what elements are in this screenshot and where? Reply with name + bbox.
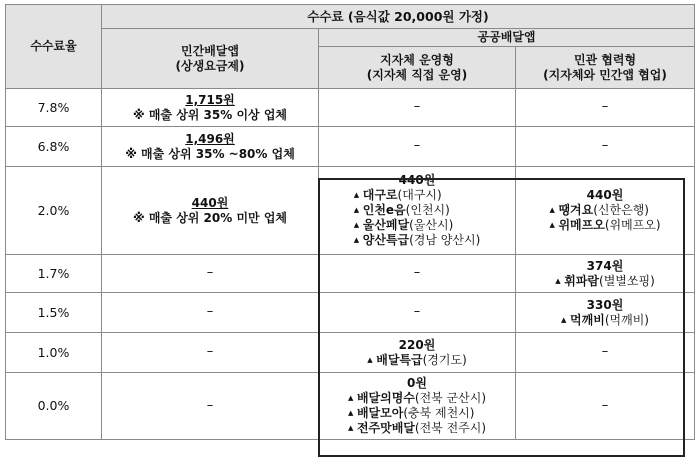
rate-cell: 0.0% xyxy=(6,373,102,440)
rate-cell: 1.5% xyxy=(6,293,102,333)
table-row xyxy=(6,255,695,293)
rate-cell: 7.8% xyxy=(6,89,102,127)
list-item xyxy=(354,233,481,248)
list-item xyxy=(348,391,486,406)
public-private-fee-cell xyxy=(516,255,695,293)
fee-note: ※ 매출 상위 20% 미만 업체 xyxy=(132,210,287,225)
table-row xyxy=(6,167,695,255)
public-private-header xyxy=(516,47,695,89)
list-item xyxy=(348,406,486,421)
triangle-bullet-icon: ▲ xyxy=(353,191,360,199)
fee-amount: 330원 xyxy=(586,297,624,312)
fee-amount: 440원 xyxy=(191,195,229,210)
public-private-fee-cell: – xyxy=(516,373,695,440)
app-name: 배달의명수 xyxy=(356,391,415,405)
public-private-fee-cell: – xyxy=(516,127,695,167)
private-fee-cell xyxy=(102,167,319,255)
private-app-title: 민간배달앱 xyxy=(181,43,239,58)
local-gov-header xyxy=(319,47,516,89)
list-item xyxy=(367,353,467,368)
fee-amount: 440원 xyxy=(398,173,436,187)
public-private-fee-cell xyxy=(516,167,695,255)
local-gov-fee-cell: – xyxy=(319,255,516,293)
app-region: (대구시) xyxy=(397,188,442,202)
triangle-bullet-icon: ▲ xyxy=(353,221,360,229)
app-list xyxy=(348,391,486,436)
private-app-subtitle: (상생요금제) xyxy=(175,58,245,73)
triangle-bullet-icon: ▲ xyxy=(347,394,354,402)
app-region: (신한은행) xyxy=(593,203,649,217)
app-list xyxy=(354,188,481,248)
app-list xyxy=(367,353,467,368)
private-fee-cell: – xyxy=(102,333,319,373)
fee-amount: 440원 xyxy=(586,188,624,202)
fee-amount: 1,496원 xyxy=(185,131,235,146)
app-name: 인천e음 xyxy=(362,203,406,217)
app-name: 울산페달 xyxy=(362,218,410,232)
rate-cell: 1.0% xyxy=(6,333,102,373)
local-gov-fee-cell xyxy=(319,373,516,440)
app-name: 먹깨비 xyxy=(570,312,605,327)
triangle-bullet-icon: ▲ xyxy=(353,236,360,244)
private-app-header xyxy=(102,29,319,89)
fee-note: ※ 매출 상위 35% 이상 업체 xyxy=(132,107,287,122)
rate-column-header: 수수료율 xyxy=(6,5,102,89)
local-gov-fee-cell: – xyxy=(319,89,516,127)
table-row xyxy=(6,333,695,373)
fee-amount: 1,715원 xyxy=(185,92,235,107)
private-fee-cell: – xyxy=(102,293,319,333)
rate-cell: 1.7% xyxy=(6,255,102,293)
app-list xyxy=(555,274,655,289)
app-name: 대구로 xyxy=(362,188,398,202)
app-region: (전북 전주시) xyxy=(414,421,487,435)
app-name: 휘파람 xyxy=(564,273,600,288)
list-item xyxy=(354,203,481,218)
app-name: 땡겨요 xyxy=(558,203,594,217)
public-private-title: 민관 협력형 xyxy=(573,52,637,67)
app-name: 배달모아 xyxy=(356,406,404,420)
triangle-bullet-icon: ▲ xyxy=(353,206,360,214)
table-row xyxy=(6,293,695,333)
header-row-2 xyxy=(6,29,695,47)
rate-cell: 6.8% xyxy=(6,127,102,167)
table-row xyxy=(6,89,695,127)
local-gov-fee-cell: – xyxy=(319,127,516,167)
table-row xyxy=(6,373,695,440)
public-private-subtitle: (지자체와 민간앱 협업) xyxy=(543,67,667,82)
app-region: (인천시) xyxy=(405,203,450,217)
list-item xyxy=(561,313,649,328)
app-region: (전북 군산시) xyxy=(414,391,487,405)
app-list xyxy=(561,313,649,328)
app-region: (경기도) xyxy=(422,352,467,367)
local-gov-subtitle: (지자체 직접 운영) xyxy=(366,67,468,82)
private-fee-cell xyxy=(102,89,319,127)
header-row-1 xyxy=(6,5,695,29)
triangle-bullet-icon: ▲ xyxy=(549,206,555,214)
app-list xyxy=(549,203,660,233)
app-region: (울산시) xyxy=(409,218,454,232)
public-private-fee-cell: – xyxy=(516,89,695,127)
fee-amount: 220원 xyxy=(398,337,436,352)
list-item xyxy=(549,218,660,233)
triangle-bullet-icon: ▲ xyxy=(555,276,561,285)
triangle-bullet-icon: ▲ xyxy=(347,424,354,432)
triangle-bullet-icon: ▲ xyxy=(561,315,567,324)
private-fee-cell: – xyxy=(102,255,319,293)
fee-amount: 374원 xyxy=(586,258,624,273)
app-region: (충북 제천시) xyxy=(403,406,475,420)
app-name: 위메프오 xyxy=(558,218,605,232)
list-item xyxy=(549,203,660,218)
fee-table xyxy=(5,4,695,440)
app-region: (먹깨비) xyxy=(604,312,649,327)
private-fee-cell xyxy=(102,127,319,167)
triangle-bullet-icon: ▲ xyxy=(367,355,373,364)
app-name: 배달특급 xyxy=(376,352,423,367)
app-name: 양산특급 xyxy=(362,233,410,247)
list-item xyxy=(348,421,486,436)
fee-amount: 0원 xyxy=(407,376,427,390)
app-region: (위메프오) xyxy=(604,218,661,232)
list-item xyxy=(555,274,655,289)
app-region: (경남 양산시) xyxy=(409,233,481,247)
local-gov-fee-cell xyxy=(319,167,516,255)
local-gov-fee-cell xyxy=(319,333,516,373)
local-gov-title: 지자체 운영형 xyxy=(380,52,454,67)
app-region: (별별쏘핑) xyxy=(599,273,655,288)
fee-note: ※ 매출 상위 35% ~80% 업체 xyxy=(125,146,295,161)
rate-cell: 2.0% xyxy=(6,167,102,255)
fee-title: 수수료 (음식값 20,000원 가정) xyxy=(102,5,695,29)
triangle-bullet-icon: ▲ xyxy=(549,221,555,229)
triangle-bullet-icon: ▲ xyxy=(347,409,354,417)
list-item xyxy=(354,188,481,203)
private-fee-cell: – xyxy=(102,373,319,440)
local-gov-fee-cell: – xyxy=(319,293,516,333)
list-item xyxy=(354,218,481,233)
app-name: 전주맛배달 xyxy=(356,421,415,435)
public-private-fee-cell: – xyxy=(516,333,695,373)
table-row xyxy=(6,127,695,167)
public-app-header: 공공배달앱 xyxy=(319,29,695,47)
public-private-fee-cell xyxy=(516,293,695,333)
